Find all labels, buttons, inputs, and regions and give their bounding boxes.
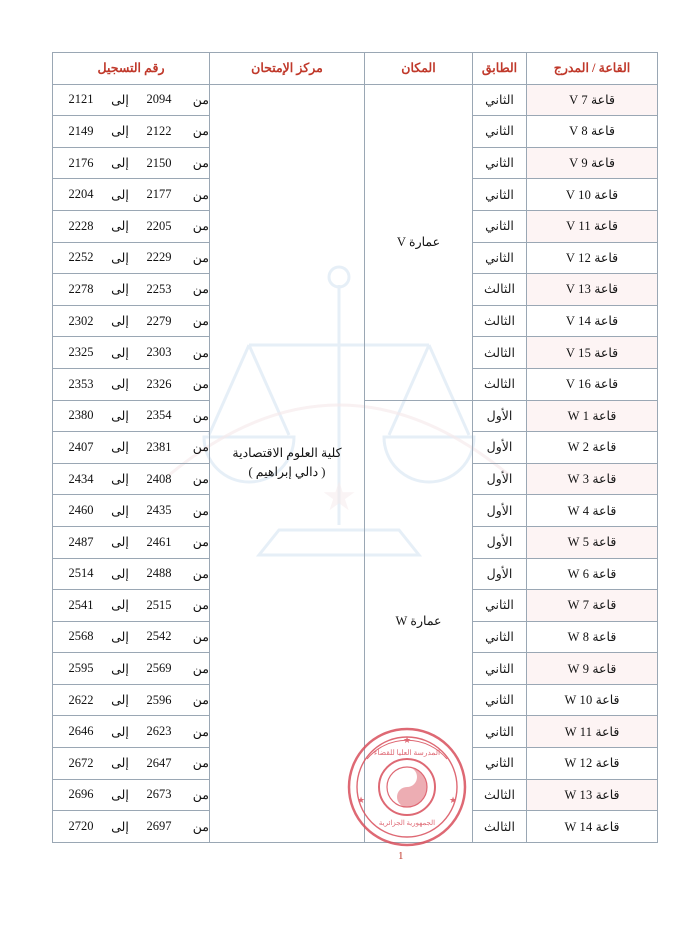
label-from: من	[192, 598, 209, 613]
label-from: من	[192, 629, 209, 644]
label-to: إلى	[111, 377, 129, 392]
label-to: إلى	[111, 314, 129, 329]
cell-floor: الثاني	[473, 210, 527, 242]
cell-hall: قاعة V 11	[527, 210, 658, 242]
label-from: من	[192, 124, 209, 139]
label-to: إلى	[111, 756, 129, 771]
cell-hall: قاعة W 3	[527, 463, 658, 495]
registration-from: 2408	[146, 471, 172, 486]
registration-from: 2673	[146, 787, 172, 802]
registration-to: 2460	[68, 503, 94, 518]
label-from: من	[192, 503, 209, 518]
label-from: من	[192, 535, 209, 550]
cell-floor: الثالث	[473, 337, 527, 369]
cell-registration-range	[53, 400, 210, 432]
column-header-place: المكان	[365, 53, 473, 85]
cell-registration-range	[53, 305, 210, 337]
cell-floor: الأول	[473, 526, 527, 558]
svg-text:الجمهورية الجزائرية: الجمهورية الجزائرية	[378, 819, 436, 827]
label-to: إلى	[111, 92, 129, 107]
registration-to: 2407	[68, 439, 94, 454]
registration-from: 2461	[146, 534, 172, 549]
cell-hall: قاعة V 13	[527, 274, 658, 306]
registration-to: 2380	[68, 408, 94, 423]
svg-text:★: ★	[448, 795, 458, 805]
cell-floor: الثالث	[473, 368, 527, 400]
label-to: إلى	[111, 503, 129, 518]
label-to: إلى	[111, 819, 129, 834]
cell-registration-range	[53, 147, 210, 179]
cell-hall: قاعة V 7	[527, 84, 658, 116]
registration-from: 2279	[146, 313, 172, 328]
registration-from: 2177	[146, 187, 172, 202]
cell-hall: قاعة W 10	[527, 684, 658, 716]
cell-registration-range	[53, 463, 210, 495]
label-from: من	[192, 187, 209, 202]
cell-registration-range	[53, 748, 210, 780]
cell-hall: قاعة V 15	[527, 337, 658, 369]
label-from: من	[192, 693, 209, 708]
label-to: إلى	[111, 787, 129, 802]
cell-floor: الثالث	[473, 779, 527, 811]
cell-floor: الأول	[473, 400, 527, 432]
cell-hall: قاعة W 8	[527, 621, 658, 653]
registration-to: 2302	[68, 313, 94, 328]
cell-hall: قاعة V 10	[527, 179, 658, 211]
cell-registration-range	[53, 274, 210, 306]
cell-floor: الأول	[473, 495, 527, 527]
registration-to: 2541	[68, 597, 94, 612]
registration-to: 2696	[68, 787, 94, 802]
cell-floor: الثالث	[473, 811, 527, 843]
exam-centre-sublocation: ( دالي إبراهيم )	[248, 465, 326, 480]
registration-from: 2253	[146, 281, 172, 296]
cell-registration-range	[53, 179, 210, 211]
cell-hall: قاعة V 14	[527, 305, 658, 337]
registration-from: 2094	[146, 92, 172, 107]
cell-floor: الثاني	[473, 748, 527, 780]
cell-hall: قاعة W 12	[527, 748, 658, 780]
registration-to: 2353	[68, 376, 94, 391]
cell-registration-range	[53, 684, 210, 716]
cell-registration-range	[53, 716, 210, 748]
label-from: من	[192, 472, 209, 487]
exam-centre-name: كلية العلوم الاقتصادية	[232, 445, 342, 460]
registration-to: 2121	[68, 92, 94, 107]
label-from: من	[192, 156, 209, 171]
cell-exam-centre	[210, 84, 365, 842]
column-header-hall: القاعة / المدرج	[527, 53, 658, 85]
registration-to: 2252	[68, 250, 94, 265]
registration-from: 2381	[146, 439, 172, 454]
cell-floor: الثاني	[473, 653, 527, 685]
column-header-registration: رقم التسجيل	[53, 53, 210, 85]
registration-to: 2204	[68, 187, 94, 202]
cell-floor: الثاني	[473, 242, 527, 274]
label-to: إلى	[111, 472, 129, 487]
label-from: من	[192, 314, 209, 329]
registration-to: 2646	[68, 724, 94, 739]
registration-to: 2278	[68, 281, 94, 296]
registration-from: 2150	[146, 155, 172, 170]
registration-to: 2325	[68, 345, 94, 360]
table-header	[53, 53, 658, 85]
cell-hall: قاعة W 1	[527, 400, 658, 432]
label-to: إلى	[111, 250, 129, 265]
cell-floor: الثالث	[473, 274, 527, 306]
label-from: من	[192, 756, 209, 771]
label-from: من	[192, 92, 209, 107]
cell-hall: قاعة W 13	[527, 779, 658, 811]
cell-registration-range	[53, 621, 210, 653]
cell-hall: قاعة W 9	[527, 653, 658, 685]
label-to: إلى	[111, 598, 129, 613]
label-to: إلى	[111, 629, 129, 644]
cell-floor: الثاني	[473, 116, 527, 148]
registration-from: 2569	[146, 661, 172, 676]
cell-floor: الثاني	[473, 590, 527, 622]
label-from: من	[192, 345, 209, 360]
registration-from: 2623	[146, 724, 172, 739]
label-from: من	[192, 661, 209, 676]
cell-registration-range	[53, 811, 210, 843]
page-number: 1	[398, 850, 404, 862]
label-from: من	[192, 787, 209, 802]
label-from: من	[192, 408, 209, 423]
label-to: إلى	[111, 156, 129, 171]
table-body	[53, 84, 658, 842]
label-from: من	[192, 282, 209, 297]
label-from: من	[192, 566, 209, 581]
cell-hall: قاعة W 7	[527, 590, 658, 622]
cell-floor: الأول	[473, 558, 527, 590]
registration-to: 2149	[68, 123, 94, 138]
registration-to: 2228	[68, 218, 94, 233]
cell-hall: قاعة W 5	[527, 526, 658, 558]
cell-hall: قاعة W 6	[527, 558, 658, 590]
registration-from: 2122	[146, 123, 172, 138]
svg-text:المدرسة العليا للقضاء: المدرسة العليا للقضاء	[373, 748, 441, 757]
cell-floor: الثاني	[473, 179, 527, 211]
table-header-row	[53, 53, 658, 85]
registration-from: 2303	[146, 345, 172, 360]
cell-registration-range	[53, 84, 210, 116]
label-to: إلى	[111, 282, 129, 297]
label-from: من	[192, 724, 209, 739]
cell-floor: الأول	[473, 463, 527, 495]
label-to: إلى	[111, 566, 129, 581]
cell-registration-range	[53, 779, 210, 811]
cell-registration-range	[53, 526, 210, 558]
cell-registration-range	[53, 432, 210, 464]
label-from: من	[192, 819, 209, 834]
registration-to: 2176	[68, 155, 94, 170]
registration-from: 2229	[146, 250, 172, 265]
registration-from: 2488	[146, 566, 172, 581]
label-to: إلى	[111, 440, 129, 455]
registration-from: 2542	[146, 629, 172, 644]
label-to: إلى	[111, 535, 129, 550]
cell-floor: الأول	[473, 432, 527, 464]
cell-hall: قاعة W 4	[527, 495, 658, 527]
cell-hall: قاعة V 9	[527, 147, 658, 179]
svg-text:★: ★	[320, 474, 357, 519]
registration-from: 2326	[146, 376, 172, 391]
cell-floor: الثاني	[473, 147, 527, 179]
cell-hall: قاعة W 11	[527, 716, 658, 748]
table-row	[53, 84, 658, 116]
registration-to: 2622	[68, 692, 94, 707]
registration-to: 2595	[68, 661, 94, 676]
registration-from: 2354	[146, 408, 172, 423]
column-header-floor: الطابق	[473, 53, 527, 85]
cell-registration-range	[53, 210, 210, 242]
cell-registration-range	[53, 495, 210, 527]
cell-floor: الثاني	[473, 684, 527, 716]
registration-from: 2647	[146, 755, 172, 770]
cell-floor: الثاني	[473, 84, 527, 116]
label-to: إلى	[111, 408, 129, 423]
cell-floor: الثاني	[473, 621, 527, 653]
exam-allocation-table	[52, 52, 658, 843]
cell-registration-range	[53, 116, 210, 148]
registration-to: 2568	[68, 629, 94, 644]
cell-hall: قاعة W 2	[527, 432, 658, 464]
cell-registration-range	[53, 242, 210, 274]
registration-to: 2434	[68, 471, 94, 486]
registration-to: 2672	[68, 755, 94, 770]
registration-to: 2487	[68, 534, 94, 549]
cell-registration-range	[53, 337, 210, 369]
cell-place: عمارة W	[365, 400, 473, 842]
cell-hall: قاعة W 14	[527, 811, 658, 843]
label-from: من	[192, 440, 209, 455]
registration-from: 2515	[146, 597, 172, 612]
label-from: من	[192, 377, 209, 392]
cell-registration-range	[53, 653, 210, 685]
cell-hall: قاعة V 12	[527, 242, 658, 274]
svg-text:★: ★	[402, 735, 412, 745]
label-to: إلى	[111, 724, 129, 739]
cell-hall: قاعة V 8	[527, 116, 658, 148]
label-to: إلى	[111, 219, 129, 234]
label-to: إلى	[111, 661, 129, 676]
cell-registration-range	[53, 368, 210, 400]
label-to: إلى	[111, 187, 129, 202]
label-to: إلى	[111, 693, 129, 708]
column-header-centre: مركز الإمتحان	[210, 53, 365, 85]
registration-from: 2205	[146, 218, 172, 233]
cell-hall: قاعة V 16	[527, 368, 658, 400]
label-to: إلى	[111, 124, 129, 139]
cell-place: عمارة V	[365, 84, 473, 400]
label-to: إلى	[111, 345, 129, 360]
cell-registration-range	[53, 558, 210, 590]
label-from: من	[192, 250, 209, 265]
label-from: من	[192, 219, 209, 234]
svg-text:★: ★	[356, 795, 366, 805]
exam-allocation-table-wrapper	[53, 52, 658, 843]
registration-to: 2514	[68, 566, 94, 581]
cell-floor: الثاني	[473, 716, 527, 748]
registration-from: 2435	[146, 503, 172, 518]
registration-to: 2720	[68, 819, 94, 834]
cell-floor: الثالث	[473, 305, 527, 337]
registration-from: 2697	[146, 819, 172, 834]
cell-registration-range	[53, 590, 210, 622]
registration-from: 2596	[146, 692, 172, 707]
